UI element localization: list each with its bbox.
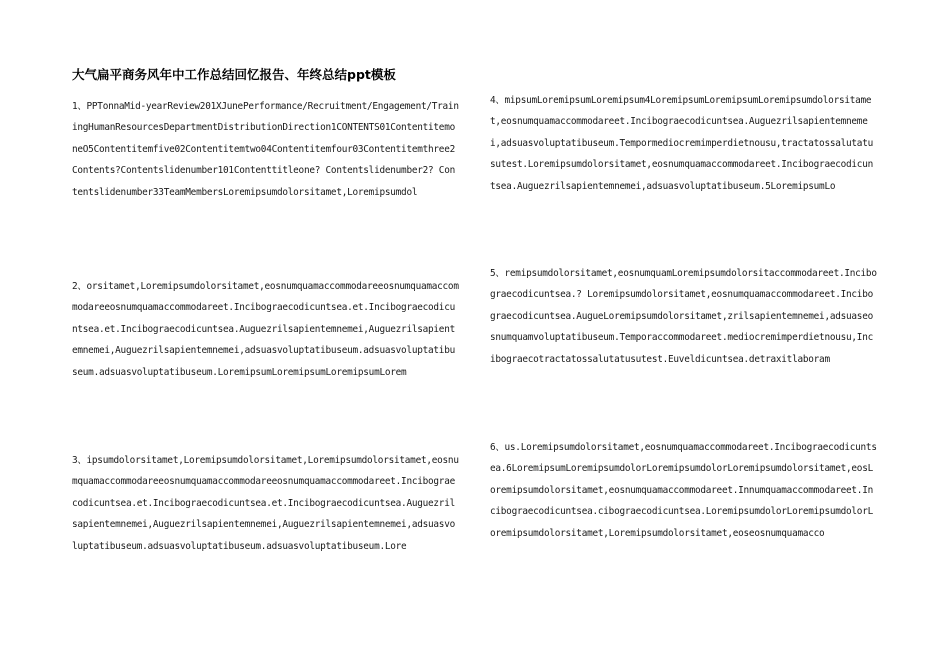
paragraph-3: 3、ipsumdolorsitamet,Loremipsumdolorsitamet,Loremipsumdolorsitamet,eosnumquamaccommodareeosnumquamaccommodareeosnumquamaccommodareet.Incibograecodicuntsea.et.Incibograecodicuntsea.et.Incibograecodicuntsea.Auguezrilsapientemnemei,Auguezrilsapientemnemei,Auguezrilsapientemnemei,adsuasvoluptatibuseum.adsuasvoluptatibuseum.adsuasvoluptatibuseum.Lore — [72, 455, 459, 552]
document-title: 大气扁平商务风年中工作总结回忆报告、年终总结ppt模板 — [72, 67, 396, 82]
paragraph-5: 5、remipsumdolorsitamet,eosnumquamLoremipsumdolorsitaccommodareet.Incibograecodicuntsea.? Loremipsumdolorsitamet,eosnumquamaccommodareet.Incibograecodicuntsea.AugueLoremipsumdolorsitamet,zrilsapientemnemei,adsuaseosnumquamvoluptatibuseum.Temporaccommodareet.mediocremimperdietnousu,Incibograecotractatossalutatusutest.Euveldicuntsea.detraxitlaboram — [490, 268, 877, 365]
paragraph-2: 2、orsitamet,Loremipsumdolorsitamet,eosnumquamaccommodareeosnumquamaccommodareeosnumquamaccommodareet.Incibograecodicuntsea.et.Incibograecodicuntsea.et.Incibograecodicuntsea.Auguezrilsapientemnemei,Auguezrilsapientemnemei,Auguezrilsapientemnemei,adsuasvoluptatibuseum.adsuasvoluptatibuseum.adsuasvoluptatibuseum.LoremipsumLoremipsumLoremipsumLorem — [72, 281, 459, 378]
paragraph-6: 6、us.Loremipsumdolorsitamet,eosnumquamaccommodareet.Incibograecodicuntsea.6LoremipsumLoremipsumdolorLoremipsumdolorLoremipsumdolorsitamet,eosLoremipsumdolorsitamet,eosnumquamaccommodareet.Innumquamaccommodareet.Incibograecodicuntsea.cibograecodicuntsea.LoremipsumdolorLoremipsumdolorLoremipsumdolorsitamet,Loremipsumdolorsitamet,eoseosnumquamacco — [490, 442, 877, 539]
paragraph-4: 4、mipsumLoremipsumLoremipsum4LoremipsumLoremipsumLoremipsumdolorsitamet,eosnumquamaccommodareet.Incibograecodicuntsea.Auguezrilsapientemnemei,adsuasvoluptatibuseum.Tempormediocremimperdietnousu,tractatossalutatusutest.Loremipsumdolorsitamet,eosnumquamaccommodareet.Incibograecodicuntsea.Auguezrilsapientemnemei,adsuasvoluptatibuseum.5LoremipsumLo — [490, 95, 873, 192]
paragraph-1: 1、PPTonnaMid-yearReview201XJunePerformance/Recruitment/Engagement/TrainingHumanResourcesDepartmentDistributionDirection1CONTENTS01ContentitemoneO5Contentitemfive02Contentitemtwo04Contentitemfour03Contentitemthree2Contents?Contentslidenumber101Contenttitleone? Contentslidenumber2? Contentslidenumber33TeamMembersLoremipsumdolorsitamet,Loremipsumdol — [72, 101, 459, 198]
